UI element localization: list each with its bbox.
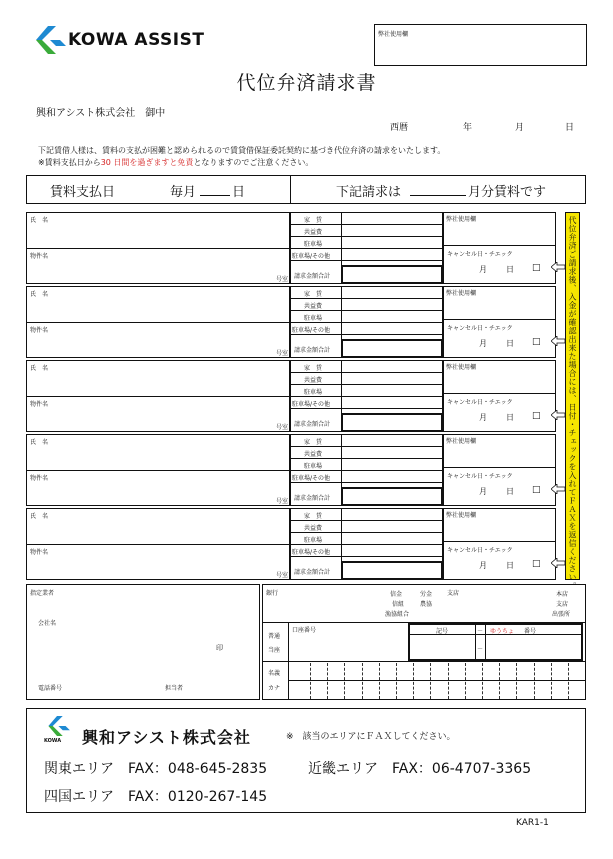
entry-total-label: 請求金額合計: [294, 347, 331, 354]
entry-cancel-month: 月: [479, 561, 487, 570]
entry-cancel-label: キャンセル日・チエック: [447, 547, 513, 554]
entry-other-label: 駐車場/その他: [292, 327, 331, 334]
entry-common-fee-label: 共益費: [304, 525, 323, 532]
area-kanto: [44, 758, 267, 778]
arrow-left-icon: [551, 410, 565, 420]
request-month-field[interactable]: [410, 195, 466, 196]
kana-cell-divider: [310, 663, 311, 699]
seal-label: 印: [216, 644, 223, 652]
kana-cell-divider: [344, 663, 345, 699]
kana-cell-divider: [448, 663, 449, 699]
entry-other-label: 駐車場/その他: [292, 549, 331, 556]
entry-rent-label: 家 賃: [304, 513, 323, 520]
kana-cell-divider: [568, 663, 569, 699]
footer-company-name: 興和アシスト株式会社: [82, 728, 251, 747]
entry-common-fee-label: 共益費: [304, 451, 323, 458]
kana-cell-divider: [551, 663, 552, 699]
kana-cell-divider: [379, 663, 380, 699]
notice-line-2-pre: ※賃料支払日から: [38, 158, 101, 167]
entry-name-label: 氏 名: [30, 439, 49, 446]
entry-total-label: 請求金額合計: [294, 421, 331, 428]
footer-logo-icon: [44, 716, 70, 736]
kana-cell-divider: [396, 663, 397, 699]
entry-property-field[interactable]: [60, 548, 260, 572]
entry-office-label: 弊社使用欄: [446, 438, 477, 445]
company-logo-text: KOWA ASSIST: [68, 30, 205, 50]
payment-day-label: 賃料支払日: [50, 185, 116, 200]
footer-logo-text: KOWA: [44, 738, 62, 744]
entry-check-box[interactable]: □: [532, 559, 541, 569]
bank-type-shinkin: 信金: [390, 591, 403, 598]
payment-day-unit: 日: [232, 185, 246, 200]
entry-rent-label: 家 賃: [304, 365, 323, 372]
entry-cancel-month: 月: [479, 413, 487, 422]
entry-other-label: 駐車場/その他: [292, 401, 331, 408]
bank-type-shinkumi: 信組: [392, 601, 405, 608]
entry-parking-field[interactable]: [343, 459, 441, 469]
symbol-label: 記号: [436, 628, 449, 635]
entry-parking-label: 駐車場: [304, 537, 323, 544]
entry-cancel-label: キャンセル日・チエック: [447, 325, 513, 332]
fax-instruction: ※ 該当のエリアにＦＡＸしてください。: [286, 732, 456, 742]
kana-cell-divider: [534, 663, 535, 699]
area-kinki-name: 近畿エリア: [308, 761, 378, 777]
form-code: KAR1-1: [516, 818, 549, 828]
entry-rent-label: 家 賃: [304, 291, 323, 298]
kana-cell-divider: [430, 663, 431, 699]
entry-rent-field[interactable]: [343, 213, 441, 223]
entry-rent-field[interactable]: [343, 435, 441, 445]
company-name-label: 会社名: [38, 620, 57, 627]
kana-cell-divider: [362, 663, 363, 699]
entry-parking-field[interactable]: [343, 311, 441, 321]
entry-property-label: 物件名: [30, 253, 49, 260]
entry-property-field[interactable]: [60, 326, 260, 350]
entry-total-label: 請求金額合計: [294, 569, 331, 576]
dash-2: －: [477, 646, 484, 653]
entry-check-box[interactable]: □: [532, 411, 541, 421]
entry-common-fee-field[interactable]: [343, 521, 441, 531]
date-year: 年: [463, 123, 473, 133]
entry-other-label: 駐車場/その他: [292, 475, 331, 482]
entry-property-label: 物件名: [30, 549, 49, 556]
entry-property-label: 物件名: [30, 475, 49, 482]
request-prefix: 下記請求は: [336, 185, 402, 200]
entry-total-label: 請求金額合計: [294, 273, 331, 280]
arrow-left-icon: [551, 484, 565, 494]
kowa-logo-icon: [30, 26, 66, 54]
branch-type-branch: 支店: [556, 601, 569, 608]
kana-cell-divider: [482, 663, 483, 699]
notice-line-2-red: 30 日間を過ぎますと免責: [100, 158, 194, 167]
entry-cancel-day: 日: [506, 561, 514, 570]
entry-property-field[interactable]: [60, 252, 260, 276]
entry-parking-field[interactable]: [343, 237, 441, 247]
branch-type-sub: 出張所: [552, 611, 571, 618]
entry-parking-field[interactable]: [343, 385, 441, 395]
kana-cell-divider: [499, 663, 500, 699]
entry-property-label: 物件名: [30, 327, 49, 334]
entry-office-label: 弊社使用欄: [446, 512, 477, 519]
account-number-label: 口座番号: [292, 627, 317, 634]
entry-other-field[interactable]: [343, 471, 441, 481]
entry-other-field[interactable]: [343, 323, 441, 333]
yucho-label: ゆうちょ: [490, 628, 515, 635]
branch-label: 支店: [447, 590, 460, 597]
entry-office-label: 弊社使用欄: [446, 290, 477, 297]
holder-label: 名義: [268, 670, 281, 677]
notice-line-2: [38, 157, 313, 168]
entry-common-fee-field[interactable]: [343, 447, 441, 457]
bank-type-rokin: 労金: [420, 591, 433, 598]
arrow-left-icon: [551, 558, 565, 568]
request-suffix: 月分賃料です: [468, 185, 547, 200]
entry-check-box[interactable]: □: [532, 337, 541, 347]
entry-rent-label: 家 賃: [304, 439, 323, 446]
entry-office-label: 弊社使用欄: [446, 216, 477, 223]
entry-name-label: 氏 名: [30, 513, 49, 520]
entry-cancel-day: 日: [506, 339, 514, 348]
entry-total-field[interactable]: [341, 561, 443, 580]
entry-property-field[interactable]: [60, 474, 260, 498]
phone-label: 電話番号: [38, 685, 63, 692]
number-label: 番号: [524, 628, 537, 635]
entry-common-fee-label: 共益費: [304, 303, 323, 310]
entry-common-fee-field[interactable]: [343, 299, 441, 309]
entry-parking-label: 駐車場: [304, 241, 323, 248]
area-kinki: [308, 758, 531, 778]
entry-room-label: 号室: [276, 424, 289, 431]
entry-common-fee-label: 共益費: [304, 229, 323, 236]
entry-check-box[interactable]: □: [532, 263, 541, 273]
entry-other-field[interactable]: [343, 249, 441, 259]
entry-common-fee-field[interactable]: [343, 373, 441, 383]
entry-rent-field[interactable]: [343, 509, 441, 519]
entry-rent-field[interactable]: [343, 361, 441, 371]
account-type-futsu: 普通: [268, 633, 281, 640]
entry-name-field[interactable]: [60, 368, 285, 392]
entry-total-label: 請求金額合計: [294, 495, 331, 502]
entry-total-field[interactable]: [341, 413, 443, 432]
entry-other-field[interactable]: [343, 545, 441, 555]
notice-line-1: 下記賃借人様は、賃料の支払が困難と認められるので賃貸借保証委託契約に基づき代位弁済の請求をいたします。: [38, 146, 446, 155]
payment-monthly: 毎月: [170, 185, 197, 200]
entry-property-field[interactable]: [60, 400, 260, 424]
area-kanto-name: 関東エリア: [44, 761, 114, 777]
office-use-box: [374, 24, 587, 66]
entry-room-label: 号室: [276, 276, 289, 283]
area-shikoku-name: 四国エリア: [44, 789, 114, 805]
area-kinki-fax: FAX：06-4707-3365: [392, 761, 532, 777]
company-section-label: 指定業者: [30, 590, 55, 597]
entry-common-fee-field[interactable]: [343, 225, 441, 235]
entry-name-field[interactable]: [60, 516, 285, 540]
entry-cancel-month: 月: [479, 339, 487, 348]
bank-type-nokyo: 農協: [420, 601, 433, 608]
entry-cancel-label: キャンセル日・チエック: [447, 399, 513, 406]
staff-label: 担当者: [165, 685, 184, 692]
date-day: 日: [565, 123, 575, 133]
entry-rent-label: 家 賃: [304, 217, 323, 224]
addressee: 興和アシスト株式会社 御中: [36, 108, 166, 119]
entry-office-label: 弊社使用欄: [446, 364, 477, 371]
arrow-left-icon: [551, 336, 565, 346]
area-kanto-fax: FAX：048-645-2835: [128, 761, 268, 777]
bank-label: 銀行: [266, 590, 279, 597]
entry-property-label: 物件名: [30, 401, 49, 408]
page-title: 代位弁済請求書: [236, 72, 377, 94]
payment-day-field[interactable]: [200, 195, 230, 196]
entry-name-label: 氏 名: [30, 365, 49, 372]
sidebar-notice: [565, 212, 580, 590]
area-shikoku-fax: FAX：0120-267-145: [128, 789, 268, 805]
kana-cell-divider: [465, 663, 466, 699]
entry-cancel-day: 日: [506, 487, 514, 496]
entry-total-field[interactable]: [341, 265, 443, 284]
notice-line-2-post: となりますのでご注意ください。: [193, 158, 314, 167]
entry-name-field[interactable]: [60, 442, 285, 466]
account-type-toza: 当座: [268, 647, 281, 654]
kana-cell-divider: [413, 663, 414, 699]
bank-type-gyokyo: 漁協組合: [385, 611, 410, 618]
entry-rent-field[interactable]: [343, 287, 441, 297]
entry-parking-label: 駐車場: [304, 315, 323, 322]
entry-name-field[interactable]: [60, 294, 285, 318]
date-era: 西暦: [390, 123, 409, 133]
kana-cell-divider: [327, 663, 328, 699]
sidebar-text: 代位弁済ご請求後、入金が確認出来た場合には、日付・チェックを入れてＦＡＸを返信ください。: [568, 216, 577, 590]
entry-cancel-month: 月: [479, 487, 487, 496]
area-shikoku: [44, 786, 267, 806]
entry-cancel-month: 月: [479, 265, 487, 274]
arrow-left-icon: [551, 262, 565, 272]
entry-total-field[interactable]: [341, 487, 443, 506]
entry-other-label: 駐車場/その他: [292, 253, 331, 260]
entry-room-label: 号室: [276, 572, 289, 579]
entry-cancel-label: キャンセル日・チエック: [447, 473, 513, 480]
office-use-label: 弊社使用欄: [378, 31, 409, 38]
date-month: 月: [515, 123, 525, 133]
entry-common-fee-label: 共益費: [304, 377, 323, 384]
entry-name-field[interactable]: [60, 220, 285, 244]
kana-label: カナ: [268, 685, 281, 692]
entry-check-box[interactable]: □: [532, 485, 541, 495]
entry-other-field[interactable]: [343, 397, 441, 407]
entry-cancel-day: 日: [506, 265, 514, 274]
entry-name-label: 氏 名: [30, 217, 49, 224]
entry-total-field[interactable]: [341, 339, 443, 358]
entry-parking-field[interactable]: [343, 533, 441, 543]
entry-parking-label: 駐車場: [304, 389, 323, 396]
kana-cell-divider: [516, 663, 517, 699]
entry-room-label: 号室: [276, 498, 289, 505]
dash-1: －: [477, 628, 484, 635]
entry-cancel-label: キャンセル日・チエック: [447, 251, 513, 258]
entry-parking-label: 駐車場: [304, 463, 323, 470]
entry-name-label: 氏 名: [30, 291, 49, 298]
entry-cancel-day: 日: [506, 413, 514, 422]
entry-room-label: 号室: [276, 350, 289, 357]
branch-type-main: 本店: [556, 591, 569, 598]
